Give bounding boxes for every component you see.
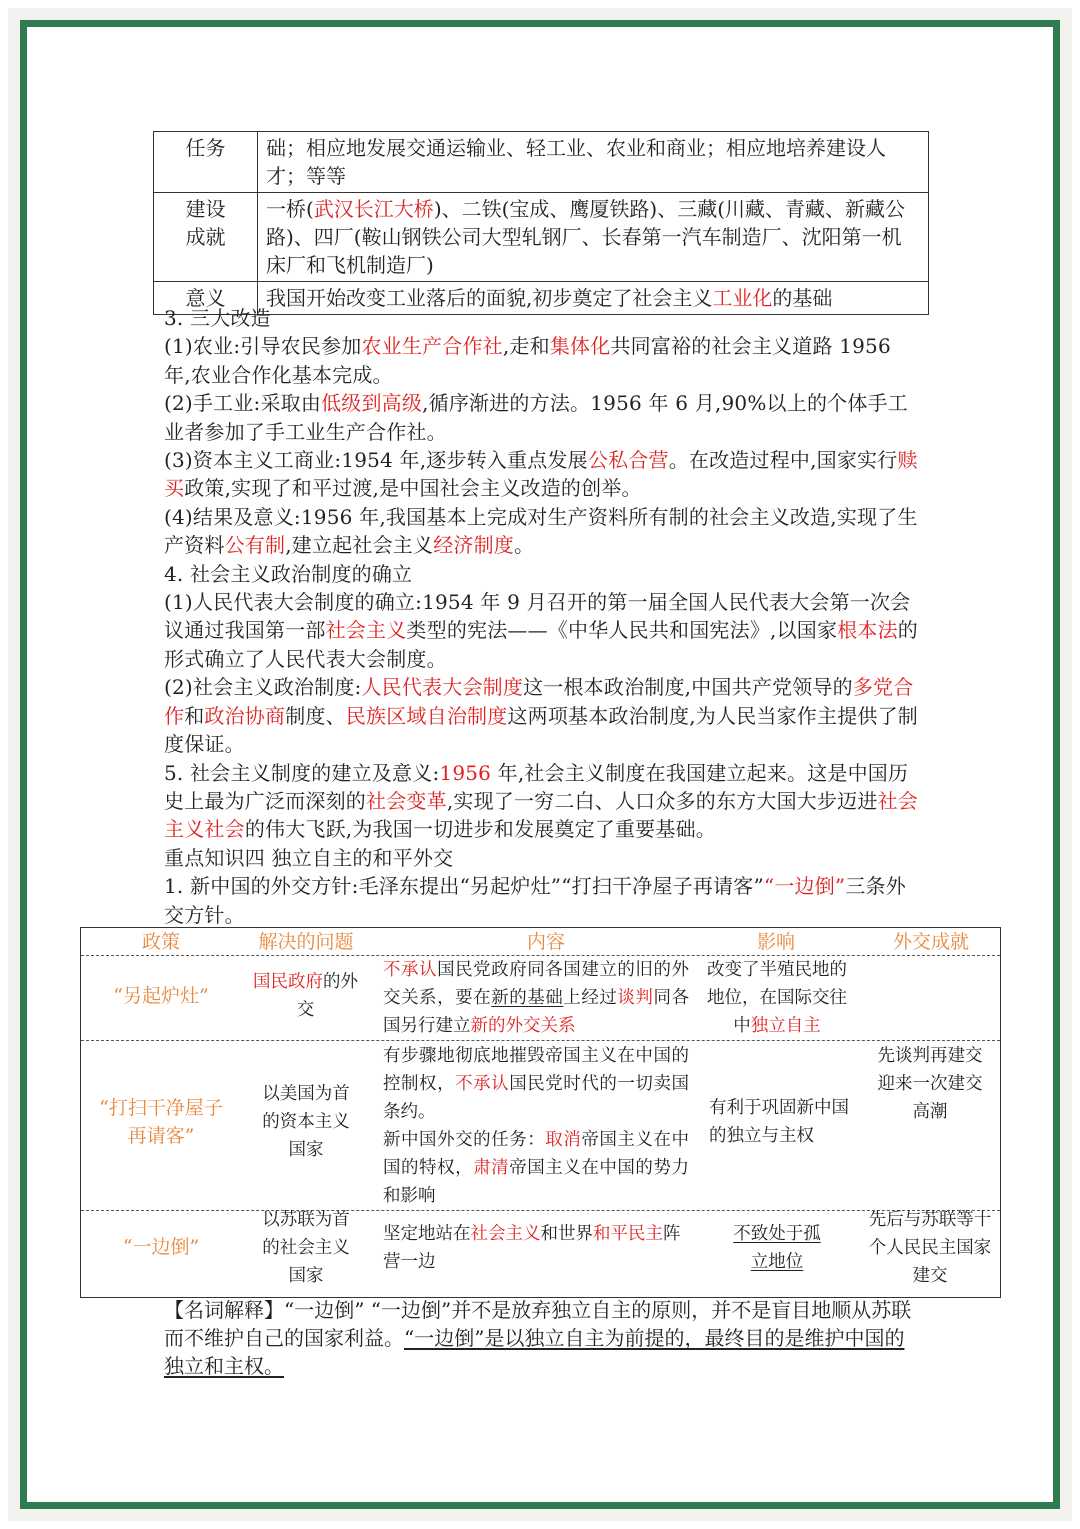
policy-lingqi: “另起炉灶”	[113, 985, 209, 1007]
text-run: )、二铁(宝成、鹰厦铁路)、三藏(川藏、青藏、新藏公路)、四厂(鞍山钢铁公司大型轧钢厂、长春第一汽车制造厂、沈阳第一机床厂和飞机制造厂)	[266, 197, 906, 277]
text-run: 。	[514, 533, 535, 558]
header-impact: 影响	[756, 931, 795, 953]
problem-dasao: 以美国为首的资本主义国家	[262, 1084, 350, 1160]
construction-table	[153, 131, 929, 315]
highlight-text: 人民代表大会制度	[361, 675, 524, 700]
highlight-text: 根本法	[837, 618, 898, 643]
row-value-achievements	[258, 193, 929, 282]
text-run: 阵营一边	[383, 1224, 681, 1272]
text-run: 5. 社会主义制度的建立及意义:	[164, 760, 440, 785]
highlight-text: 社会主义社会	[164, 788, 918, 842]
divider	[81, 1040, 1000, 1041]
row-key-significance: 意义	[154, 282, 258, 315]
heading-political-system	[164, 560, 924, 588]
paragraph-result	[164, 503, 924, 560]
paragraph-political-system	[164, 673, 924, 758]
text-run: 政策,实现了和平过渡,是中国社会主义改造的创举。	[184, 476, 642, 501]
text-run: 新中国外交的任务：	[383, 1130, 546, 1150]
highlight-text: 政治协商	[204, 703, 286, 728]
paragraph-npc-system	[164, 588, 924, 673]
highlight-text: “一边倒”	[763, 874, 846, 899]
highlight-text: 民族区域自治制度	[345, 703, 508, 728]
highlight-text: 低级到高级	[321, 391, 423, 416]
text-run: 一桥(	[266, 197, 314, 221]
content-lingqi	[383, 956, 689, 1040]
text-run: 3. 三大改造	[164, 306, 271, 330]
heading-three-reforms	[164, 304, 924, 332]
text-run: 改变了半殖民地的地位，在国际交往中	[707, 960, 847, 1036]
highlight-text: 独立自主	[750, 1016, 821, 1036]
body-text	[164, 304, 924, 929]
text-run: 帝国主义在中国的特权，	[383, 1130, 689, 1178]
text-run: (2)手工业:采取由	[164, 391, 322, 416]
paragraph-diplomatic-policy	[164, 872, 924, 929]
heading-key-point-four	[164, 844, 924, 872]
paragraph-socialist-system	[164, 759, 924, 844]
text-run: 和	[184, 703, 205, 728]
impact-lingqi	[704, 956, 850, 1040]
paragraph-capitalist-industry	[164, 446, 924, 503]
text-run: 年,社会主义制度在我国建立起来。这是中国历史上最为广泛而深刻的	[164, 760, 909, 813]
text-run: 的形式确立了人民代表大会制度。	[164, 618, 918, 671]
highlight-text: 和平民主	[593, 1224, 663, 1244]
text-run: 有步骤地彻底地摧毁帝国主义在中国的控制权，	[383, 1046, 689, 1094]
policy-dasao: “打扫干净屋子再请客”	[99, 1097, 223, 1147]
text-run: 我国开始改变工业落后的面貌,初步奠定了社会主义	[266, 286, 713, 310]
text-run: 重点知识四 独立自主的和平外交	[164, 845, 454, 870]
highlight-text: 农业生产合作社	[361, 334, 503, 359]
content-yibiandao	[383, 1220, 689, 1276]
highlight-text: 经济制度	[433, 533, 514, 558]
achievement-dasao: 先谈判再建交迎来一次建交高潮	[877, 1046, 983, 1122]
divider	[81, 1210, 1000, 1211]
text-run: 国民党政府同各国建立的旧的外交关系，要在	[383, 960, 689, 1008]
header-problem: 解决的问题	[258, 931, 354, 953]
text-run: 的伟大飞跃,为我国一切进步和发展奠定了重要基础。	[244, 817, 716, 842]
term-text-1: “一边倒” “一边倒”并不是放弃独立自主的原则，并不是盲目地顺从苏联而不维护自己的国家利益。	[164, 1298, 912, 1350]
text-run: 帝国主义在中国的势力和影响	[383, 1158, 689, 1206]
highlight-text: 肃清	[473, 1158, 510, 1178]
header-policy: 政策	[141, 931, 180, 953]
highlight-text: 社会主义	[325, 618, 407, 643]
highlight-text: 公有制	[224, 533, 286, 558]
text-run: 三条外交方针。	[164, 874, 906, 927]
highlight-text: 1956	[439, 760, 492, 785]
header-achievement: 外交成就	[892, 931, 969, 953]
text-run: ,实现了一穷二白、人口众多的东方大国大步迈进	[446, 788, 878, 813]
content-dasao	[383, 1042, 689, 1210]
row-key-task: 任务	[154, 132, 258, 193]
text-run: 4. 社会主义政治制度的确立	[164, 561, 413, 586]
text-run: 国民党时代的一切卖国条约。	[383, 1074, 689, 1122]
policy-yibiandao: “一边倒”	[122, 1236, 200, 1258]
highlight-text: 公私合营	[587, 448, 669, 473]
highlight-text: 不承认	[455, 1074, 510, 1094]
term-label: 【名词解释】	[164, 1298, 284, 1322]
row-key-achievements: 建设成就	[154, 193, 258, 282]
text-run: 这两项基本政治制度,为人民当家作主提供了制度保证。	[164, 703, 918, 757]
text-run: 坚定地站在	[383, 1224, 471, 1244]
text-run: 上经过	[563, 988, 618, 1008]
text-run: 的外交	[296, 972, 358, 1020]
paragraph-agriculture	[164, 332, 924, 389]
text-run: 。在改造过程中,国家实行	[668, 448, 898, 473]
text-run: ,建立起社会主义	[285, 533, 434, 558]
text-run: (1)人民代表大会制度的确立:1954 年 9 月召开的第一届全国人民代表大会第一次会议通过我国第一部	[164, 590, 911, 643]
text-run: (2)社会主义政治制度:	[164, 675, 362, 700]
content-dasao-part1	[383, 1042, 689, 1126]
text-run: (3)资本主义工商业:1954 年,逐步转入重点发展	[164, 448, 588, 473]
highlight-text: 工业化	[712, 286, 773, 310]
diplomacy-table	[80, 927, 1001, 1298]
text-run: 同各国另行建立	[383, 988, 689, 1036]
paragraph-handicraft	[164, 389, 924, 446]
highlight-text: 武汉长江大桥	[313, 197, 434, 221]
term-text-2: “一边倒”是以独立自主为前提的，最终目的是维护中国的独立和主权。	[164, 1326, 905, 1378]
highlight-text: 社会变革	[366, 788, 447, 813]
text-run: (4)结果及意义:1956 年,我国基本上完成对生产资料所有制的社会主义改造,实现了生产资料	[164, 504, 918, 558]
highlight-text: 谈判	[617, 988, 654, 1008]
highlight-text: 新的外交关系	[470, 1016, 576, 1036]
underlined-text: 新的基础	[491, 988, 564, 1008]
text-run: 制度、	[285, 703, 346, 728]
text-run: 共同富裕的社会主义道路 1956 年,农业合作化基本完成。	[164, 334, 891, 387]
highlight-text: 多党合作	[164, 675, 914, 728]
row-value-task	[258, 132, 929, 193]
problem-lingqi	[253, 968, 358, 1024]
text-run: ,走和	[502, 334, 550, 359]
highlight-text: 集体化	[549, 334, 611, 359]
term-explanation	[164, 1296, 924, 1380]
problem-yibiandao: 以苏联为首的社会主义国家	[262, 1210, 350, 1286]
text-run: 和世界	[540, 1224, 593, 1244]
text-run: ,循序渐进的方法。1956 年 6 月,90%以上的个体手工业者参加了手工业生产合作社。	[164, 391, 908, 444]
highlight-text: 国民政府	[253, 972, 323, 992]
text-run: 1. 新中国的外交方针:毛泽东提出“另起炉灶”“打扫干净屋子再请客”	[164, 874, 764, 899]
highlight-text: 取消	[545, 1130, 582, 1150]
impact-yibiandao: 不致处于孤立地位	[733, 1224, 821, 1272]
achievement-yibiandao: 先后与苏联等十个人民民主国家建交	[868, 1210, 992, 1286]
highlight-text: 社会主义	[470, 1224, 541, 1244]
header-content: 内容	[526, 931, 565, 953]
highlight-text: 不承认	[383, 960, 438, 980]
text-run: 类型的宪法——《中华人民共和国宪法》,以国家	[406, 618, 838, 643]
content-dasao-part2	[383, 1126, 689, 1210]
impact-dasao: 有利于巩固新中国的独立与主权	[709, 1098, 849, 1146]
text-run: (1)农业:引导农民参加	[164, 334, 362, 359]
text-run: 这一根本政治制度,中国共产党领导的	[523, 675, 853, 700]
text-run: 的基础	[772, 286, 833, 310]
highlight-text: 赎买	[164, 448, 918, 501]
text-run: 础；相应地发展交通运输业、轻工业、农业和商业；相应地培养建设人才；等等	[266, 136, 886, 188]
